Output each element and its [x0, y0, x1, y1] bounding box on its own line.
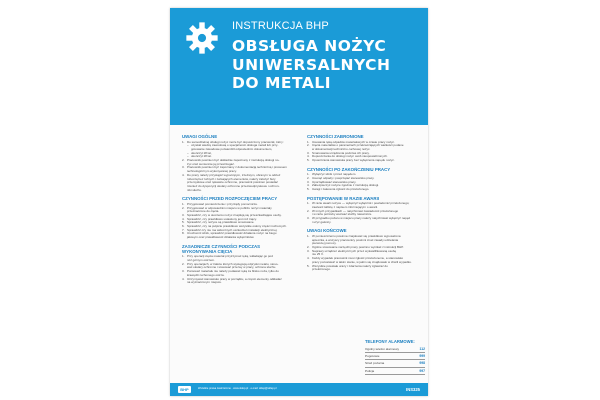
item-text: przemysłowe oraz rękawice ochronne, pracownik powinien posiadać	[187, 180, 278, 185]
poster-header	[170, 8, 428, 125]
left-column	[182, 131, 300, 289]
section-title-line: POSTĘPOWANIE W RAZIE AWARII	[307, 195, 380, 201]
title-line: DO METALI	[232, 74, 331, 92]
item-text: Usuwania ręką odpadów materiałowych w czasie pracy nożyc.	[312, 139, 395, 144]
item-number: 4.	[307, 256, 310, 261]
item-text: gotowanie zawodowe potwierdził odpowiednim dokumentem,	[191, 146, 273, 151]
phone-label: Straż pożarna	[365, 361, 385, 366]
document-title	[232, 37, 422, 93]
item-text: przeznaczone do cięcia.	[187, 209, 220, 214]
phone-number: 998	[419, 361, 425, 366]
item-number: 1.	[307, 201, 310, 206]
item-number: 1.	[182, 139, 185, 144]
item-text: Sprawdzić, czy w otoczeniu nożyc znajdują się przeszkadzające osoby.	[187, 212, 282, 217]
item-text: przełożonego.	[312, 267, 331, 272]
item-text: niki słuchu.	[187, 187, 202, 192]
item-number: 1.	[182, 201, 185, 206]
instruction-section	[182, 196, 300, 240]
document-kicker: INSTRUKCJA BHP	[232, 20, 329, 32]
item-text: i w razie potrzeby wezwać służby ratownicze.	[312, 212, 373, 217]
item-number: 5.	[307, 263, 310, 268]
instruction-section	[307, 196, 420, 225]
item-text: W przypadku pożaru w miejscu pracy należy natychmiast wyłączyć napęd	[312, 216, 411, 221]
item-number: 3.	[182, 269, 185, 274]
emergency-phones	[365, 339, 425, 375]
section-title-line: UWAGI OGÓLNE	[182, 134, 218, 139]
item-number: 7.	[182, 227, 185, 232]
item-number: 3.	[307, 150, 310, 155]
item-text: również do dyspozycji okulary ochronne przeciwodpryskowe i ochron-	[187, 183, 280, 188]
item-number: 5.	[307, 158, 310, 163]
item-number: 4.	[182, 276, 185, 281]
instruction-item	[307, 268, 420, 272]
section-title	[307, 167, 420, 172]
item-number: –	[187, 150, 189, 155]
phone-row	[365, 353, 425, 360]
footer-text: Wszelkie prawa zastrzeżone · www.sklep.pl · e-mail: sklep@sklep.pl	[198, 387, 277, 390]
item-text: Sprawdzić, czy na pulpicie prawidłowo wszystkie osłony części ruchomych.	[187, 224, 287, 229]
item-number: 4.	[307, 154, 310, 159]
item-text: ukończył 18 lat,	[191, 150, 212, 155]
item-text: krawędzi ruchomego ostrza.	[187, 272, 225, 277]
phone-label: Pogotowie	[365, 354, 380, 359]
instruction-section	[307, 167, 420, 192]
item-text: na wyznaczonym miejscu.	[187, 280, 222, 285]
item-text: pierwszej pomocy.	[312, 241, 337, 246]
item-number: 3.	[307, 248, 310, 253]
item-number: 8.	[182, 231, 185, 236]
item-text: Pracownik powinien być zapoznany z dokumentacją techniczną i procesem	[187, 165, 287, 170]
phone-row	[365, 346, 425, 353]
section-title	[307, 134, 420, 139]
item-text: Sprawdzić, czy nożyce są prawidłowo smarowane.	[187, 220, 255, 225]
item-text: roboczą bez luźnych i zwisających elementów, należy założyć buty	[187, 176, 276, 181]
section-title	[182, 134, 300, 139]
section-title	[307, 196, 420, 201]
item-number: –	[187, 154, 189, 159]
item-number: 2.	[307, 208, 310, 213]
item-number: 6.	[182, 224, 185, 229]
section-title-line: CZYNNOŚCI PRZED ROZPOCZĘCIEM PRACY	[182, 196, 278, 202]
item-text: Pracownik powinien być dokładnie zapoznany z instrukcją obsługi no-	[187, 158, 280, 163]
item-number: 5.	[307, 187, 310, 192]
instruction-section	[182, 134, 300, 192]
item-number: 2.	[182, 261, 185, 266]
section-title	[182, 196, 300, 201]
item-text: Usunąć odpady i posprzątać stanowisko pracy.	[312, 175, 375, 180]
item-number: 4.	[307, 183, 310, 188]
item-text: życ oraz sumiennie ją przestrzegać.	[187, 161, 235, 166]
section-title	[182, 244, 300, 254]
publisher-logo: BHP	[178, 386, 191, 393]
safety-instruction-poster	[170, 8, 428, 396]
item-text: Utrzymywać stanowisko pracy w porządku, a części elementy odkładać	[187, 276, 282, 281]
instruction-section	[182, 244, 300, 285]
item-text: wać okulary ochronne i stosować przerwy w pracy, ochrona słuchu.	[187, 265, 277, 270]
item-number: 3.	[307, 179, 310, 184]
phone-row	[365, 368, 425, 375]
item-number: 1.	[307, 172, 310, 177]
item-number: 2.	[307, 175, 310, 180]
item-text: i użyć gaśnicy.	[312, 219, 332, 224]
item-number: 2.	[307, 143, 310, 148]
item-text: Do pracy należy przystąpić wypoczętym, trzeźwym, ubranym w odzież	[187, 172, 281, 177]
section-title-line: CZYNNOŚCI PO ZAKOŃCZENIU PRACY	[307, 166, 391, 172]
item-text: Naprawy urządzeń elektrycznych przez wykwalifikowaną osobę	[312, 248, 397, 253]
item-text: Opuszczania stanowiska pracy bez wyłączenia napędu nożyc.	[312, 158, 395, 163]
instruction-item	[182, 236, 300, 240]
item-text: W innych przypadkach — natychmiast zawiadomić przełożonego	[312, 208, 399, 213]
section-title-line: ZASADNICZE CZYNNOŚCI PODCZAS	[182, 243, 261, 249]
instruction-section	[307, 134, 420, 163]
item-number: 5.	[182, 220, 185, 225]
gear-icon	[185, 21, 219, 55]
item-number: 4.	[182, 216, 185, 221]
right-column	[307, 131, 420, 276]
item-text: Przygotować pomieszczenie i przyrządy pomocnicze.	[187, 201, 258, 206]
phone-row	[365, 360, 425, 367]
item-text: Ponieważ materiału nie należy podawać ręką za blisko noża, tylko do	[187, 269, 279, 274]
item-text: jałowym oraz prawidłowość działania wyłączników.	[187, 235, 255, 240]
item-text: technologicznym wykonywanej pracy.	[187, 169, 237, 174]
phone-number: 999	[419, 354, 425, 359]
instruction-item	[307, 221, 420, 225]
item-number: 3.	[182, 212, 185, 217]
item-text: nóż górnym ostrzem.	[187, 258, 216, 263]
item-number: 1.	[182, 254, 185, 259]
item-number: 1.	[307, 139, 310, 144]
item-text: Uporządkować stanowisko pracy.	[312, 179, 357, 184]
instruction-item	[307, 159, 420, 163]
item-number: 2.	[307, 245, 310, 250]
section-title-line: WYKONYWANIA CIĘCIA	[182, 248, 233, 254]
item-text: Ogólne stosowanie narzędzi pracy powinno wynikać z instrukcji BHP.	[312, 245, 404, 250]
item-text: Smarowania urządzenia podczas ich pracy.	[312, 150, 370, 155]
item-number: –	[187, 143, 189, 148]
item-text: Zabezpieczyć nożyce zgodnie z instrukcją obsługi.	[312, 183, 380, 188]
item-number: 1.	[307, 233, 310, 238]
item-text: Uruchomić silnik, sprawdzić prawidłowość działania nożyc na biegu	[187, 231, 277, 236]
title-line: UNIWERSALNYCH	[232, 55, 391, 74]
section-title-line: UWAGI KOŃCOWE	[307, 228, 347, 234]
item-number: 3.	[307, 216, 310, 221]
item-text: Dopuszczania do obsługi nożyc osób nieupoważnionych.	[312, 154, 388, 159]
emergency-phones-title: TELEFONY ALARMOWE:	[365, 339, 415, 344]
poster-footer	[170, 383, 428, 396]
item-number: 3.	[182, 165, 185, 170]
item-text: Wyłączyć silnik i przed napędem.	[312, 172, 357, 177]
item-text: Przy operacjach, w trakcie których występują odpryski metalu, stoso-	[187, 261, 279, 266]
item-text: pracy pozostawić w takim stanie, w jakim się znajdowało w chwili wypadku.	[312, 259, 412, 264]
item-text: Każdy wypadek pracownik musi zgłosić przełożonemu, a stanowisko	[312, 256, 404, 261]
phone-label: Ogólny telefon alarmowy	[365, 347, 400, 351]
item-text: uzyskał wiedzę zawodową o specjalności obsługa metali lub przy-	[191, 143, 279, 148]
item-text: Wszystkie powstałe urazy i zdarzenia należy zgłaszać do	[312, 263, 388, 268]
item-number: 2.	[182, 205, 185, 210]
instruction-section	[307, 228, 420, 272]
item-text: W razie awarii nożyce — wyłączyć wyłącznik i powiadomić przełożonego;	[312, 201, 410, 206]
title-line: OBSŁUGA NOŻYC	[232, 37, 387, 55]
item-text: apteczka, a wszyscy pracownicy powinni znać zasady udzielania	[312, 237, 399, 242]
instruction-item	[182, 189, 300, 193]
document-code: INS325	[406, 387, 420, 392]
instruction-item	[182, 281, 300, 285]
item-text: Sprawdzić, czy prawidłowo ustawiony jest nóż tnący.	[187, 216, 257, 221]
item-number: 4.	[182, 172, 185, 177]
instruction-item	[307, 188, 420, 192]
phone-number: 997	[419, 368, 425, 373]
phone-label: Policja	[365, 368, 375, 373]
phone-number: 112	[419, 347, 425, 351]
section-title-line: CZYNNOŚCI ZABRONIONE	[307, 134, 364, 139]
item-text: Do samodzielnej obsługi nożyc może być dopuszczony pracownik, który:	[187, 139, 284, 144]
item-text: W pomieszczeniu powinna znajdować się prawidłowo wyposażona	[312, 233, 401, 238]
section-title	[307, 228, 420, 233]
item-text: nie 25 V.	[312, 252, 324, 257]
item-text: ukończył 18 lat.	[191, 154, 212, 159]
item-text: Przygotować w odpowiednim miejscu w pobliżu nożyc materiały	[187, 205, 272, 210]
item-text: Przy operacji cięcia materiał przytrzymać ręką, wkładając go pod	[187, 254, 273, 259]
item-text: Cięcia materiałów o parametrach przekraczających wielkości podane	[312, 143, 404, 148]
item-text: w dokumentacji techniczno-ruchowej nożyc.	[312, 146, 371, 151]
item-number: 2.	[182, 158, 185, 163]
item-text: Uwagi i zalecenia zgłosić do przełożonego.	[312, 187, 370, 192]
item-text: zawiesić tablicę z napisem informującym o awarii.	[312, 204, 379, 209]
item-text: Sprawdzić czy nie ma widocznych uszkodzeń instalacji elektrycznej.	[187, 227, 278, 232]
